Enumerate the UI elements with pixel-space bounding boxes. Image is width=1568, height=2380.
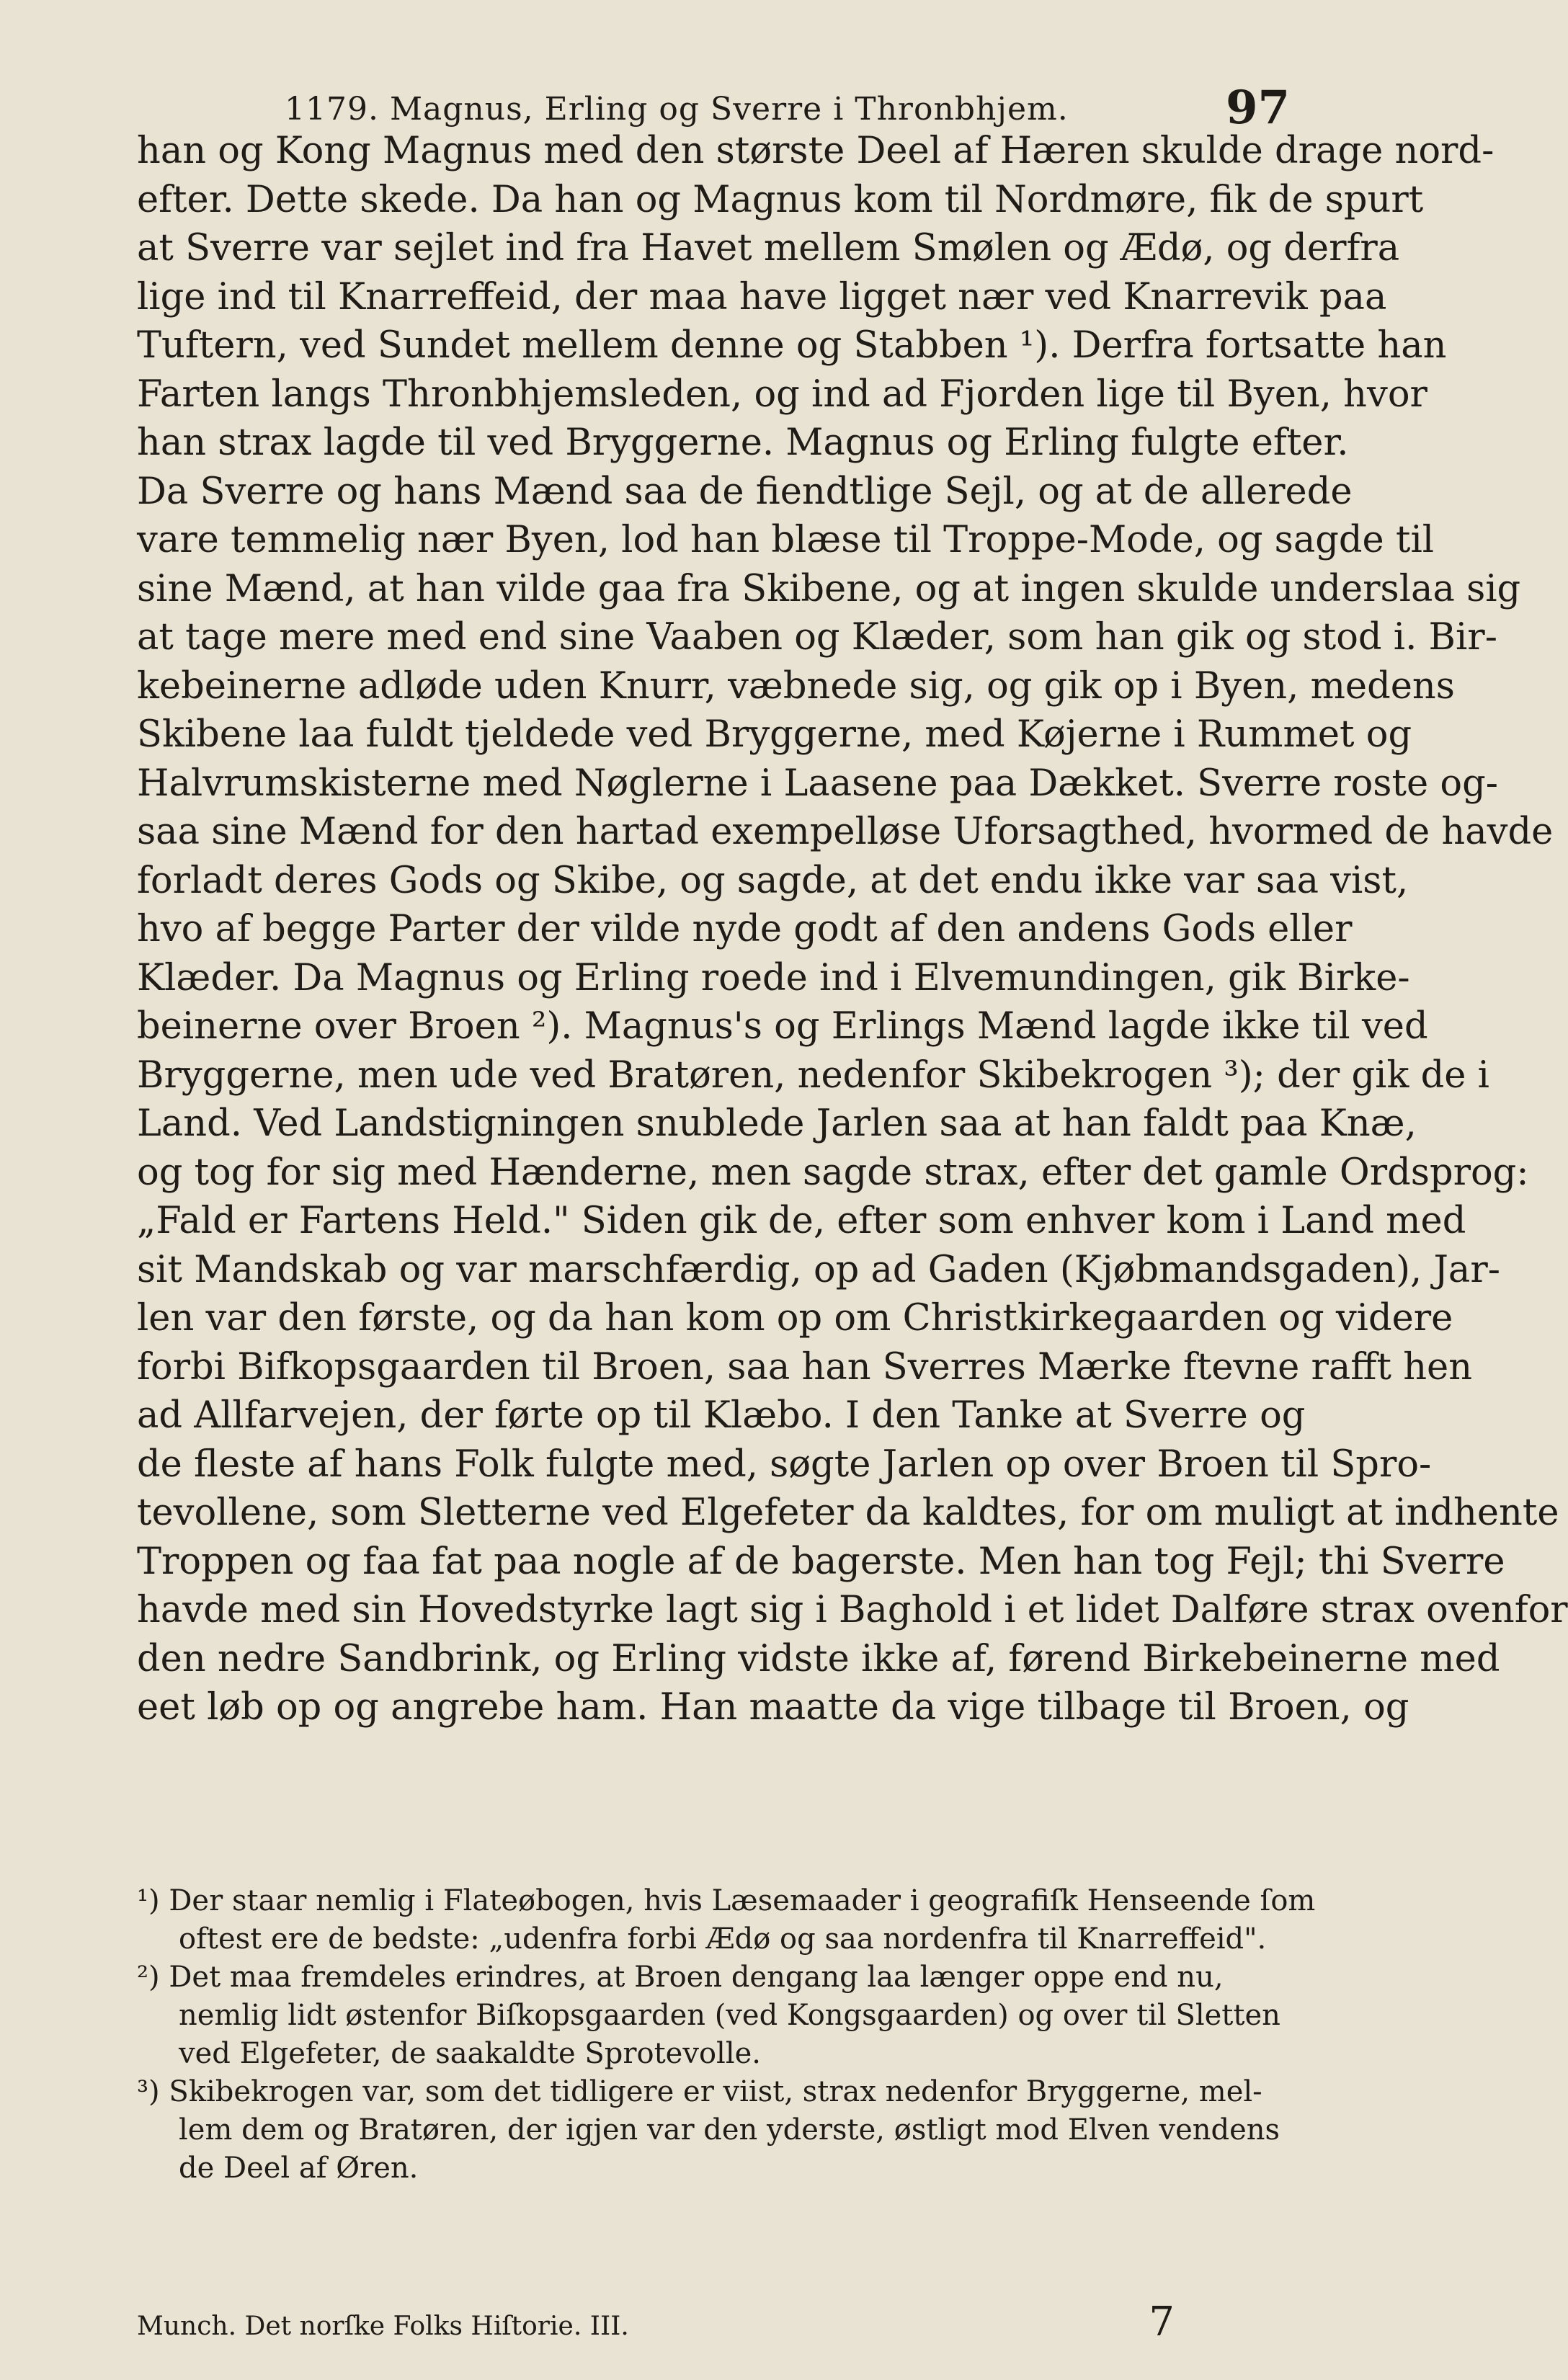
text-line: og tog for sig med Hænderne, men sagde strax, efter det gamle Ordsprog:	[137, 1151, 1529, 1194]
footnote-text: Skibekrogen var, som det tidligere er viist, strax nedenfor Bryggerne, mel-	[169, 2075, 1262, 2108]
text-line: lige ind til Knarreffeid, der maa have ligget nær ved Knarrevik paa	[137, 275, 1387, 318]
text-line: de fleste af hans Folk fulgte med, søgte Jarlen op over Broen til Spro-	[137, 1443, 1432, 1486]
footnote-text: lem dem og Bratøren, der igjen var den yderste, østligt mod Elven vendens	[179, 2113, 1280, 2147]
text-line: havde med sin Hovedstyrke lagt sig i Baghold i et lidet Dalføre strax ovenfor	[137, 1589, 1568, 1631]
footnote-line	[137, 2073, 1297, 2111]
text-line: eet løb op og angrebe ham. Han maatte da vige tilbage til Broen, og	[137, 1686, 1409, 1729]
footnote-line	[137, 2035, 1297, 2073]
text-line: Klæder. Da Magnus og Erling roede ind i Elvemundingen, gik Birke-	[137, 956, 1410, 999]
footnote-line	[137, 1997, 1297, 2035]
text-line: at Sverre var sejlet ind fra Havet mellem Smølen og Ædø, og derfra	[137, 227, 1400, 269]
text-line: beinerne over Broen ²). Magnus's og Erlings Mænd lagde ikke til ved	[137, 1005, 1428, 1048]
text-line: Bryggerne, men ude ved Bratøren, nedenfor Skibekrogen ³); der gik de i	[137, 1053, 1489, 1097]
running-title: 1179. Magnus, Erling og Sverre i Thronbhjem.	[285, 91, 1069, 128]
footnote-text: de Deel af Øren.	[179, 2152, 419, 2185]
text-line: Farten langs Thronbhjemsleden, og ind ad Fjorden lige til Byen, hvor	[137, 373, 1427, 416]
text-line: Skibene laa fuldt tjeldede ved Bryggerne, med Køjerne i Rummet og	[137, 713, 1412, 756]
body-text	[137, 127, 1568, 1732]
text-line: han strax lagde til ved Bryggerne. Magnus og Erling fulgte efter.	[137, 422, 1349, 464]
text-line: Tuftern, ved Sundet mellem denne og Stabben ¹). Derfra fortsatte han	[137, 324, 1447, 367]
footnote-mark: ³)	[137, 2075, 169, 2108]
text-line: Troppen og faa fat paa nogle af de bagerste. Men han tog Fejl; thi Sverre	[137, 1540, 1505, 1583]
running-header	[285, 81, 1290, 135]
text-line: sit Mandskab og var marschfærdig, op ad Gaden (Kjøbmandsgaden), Jar-	[137, 1248, 1500, 1291]
sheet-number: 7	[1149, 2299, 1175, 2345]
text-line: Da Sverre og hans Mænd saa de fiendtlige Sejl, og at de allerede	[137, 470, 1353, 513]
text-line: saa sine Mænd for den hartad exempelløse Uforsagthed, hvormed de havde	[137, 811, 1554, 853]
footnote-text: nemlig lidt østenfor Biſkopsgaarden (ved Kongsgaarden) og over til Sletten	[179, 1999, 1280, 2032]
text-line: hvo af begge Parter der vilde nyde godt af den andens Gods eller	[137, 908, 1353, 950]
text-line: han og Kong Magnus med den største Deel af Hæren skulde drage nord-	[137, 130, 1494, 172]
page-footer	[137, 2299, 1297, 2345]
footnote-mark: ²)	[137, 1961, 169, 1994]
footnote-text: Det maa fremdeles erindres, at Broen dengang laa længer oppe end nu,	[169, 1961, 1224, 1994]
text-line: len var den første, og da han kom op om Christkirkegaarden og videre	[137, 1297, 1453, 1340]
footnote-line	[137, 1958, 1297, 1997]
footnote-text: Der staar nemlig i Flateøbogen, hvis Læsemaader i geografiſk Henseende ſom	[169, 1884, 1316, 1917]
footnote-line	[137, 1920, 1297, 1958]
text-line: at tage mere med end sine Vaaben og Klæder, som han gik og stod i. Bir-	[137, 616, 1497, 659]
footnote-text: ved Elgefeter, de saakaldte Sprotevolle.	[179, 2037, 762, 2070]
text-line: Land. Ved Landstigningen snublede Jarlen saa at han faldt paa Knæ,	[137, 1102, 1417, 1145]
footnotes	[137, 1882, 1316, 2188]
text-line: sine Mænd, at han vilde gaa fra Skibene, og at ingen skulde underslaa sig	[137, 567, 1521, 610]
text-line: den nedre Sandbrink, og Erling vidste ikke af, førend Birkebeinerne med	[137, 1637, 1500, 1680]
text-line: efter. Dette skede. Da han og Magnus kom til Nordmøre, fik de spurt	[137, 178, 1424, 221]
text-line: tevollene, som Sletterne ved Elgefeter da kaldtes, for om muligt at indhente	[137, 1492, 1559, 1534]
text-line: „Fald er Fartens Held." Siden gik de, efter som enhver kom i Land med	[137, 1200, 1466, 1242]
footnote-line	[137, 2149, 1297, 2188]
text-line: Halvrumskisterne med Nøglerne i Laasene paa Dækket. Sverre roste og-	[137, 762, 1498, 805]
signature-line: Munch. Det norſke Folks Hiſtorie. III.	[137, 2312, 629, 2341]
page-number: 97	[1225, 81, 1290, 135]
text-line: kebeinerne adløde uden Knurr, væbnede sig, og gik op i Byen, medens	[137, 664, 1455, 708]
footnote-mark: ¹)	[137, 1884, 169, 1917]
footnote-line	[137, 2111, 1297, 2149]
text-line: ad Allfarvejen, der førte op til Klæbo. I den Tanke at Sverre og	[137, 1394, 1306, 1437]
text-line: forladt deres Gods og Skibe, og sagde, at det endu ikke var saa vist,	[137, 859, 1409, 902]
text-line: forbi Bifkopsgaarden til Broen, saa han Sverres Mærke ftevne rafft hen	[137, 1345, 1473, 1389]
footnote-text: oftest ere de bedste: „udenfra forbi Ædø og saa nordenfra til Knarreffeid".	[179, 1922, 1267, 1956]
text-line: vare temmelig nær Byen, lod han blæse til Troppe-Mode, og sagde til	[137, 519, 1435, 561]
footnote-line	[137, 1882, 1316, 1920]
